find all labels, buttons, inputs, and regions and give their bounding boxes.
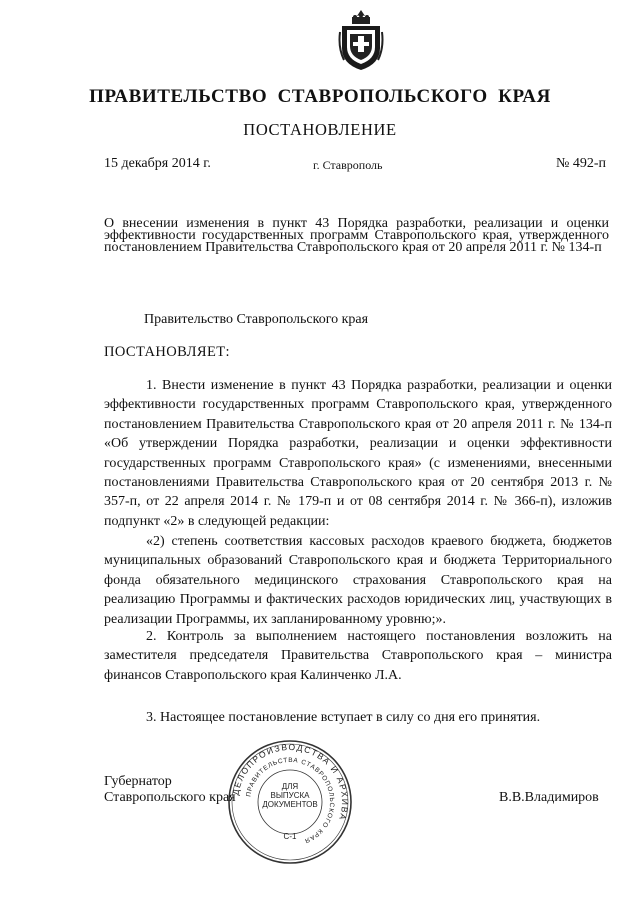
paragraph-item-2: 2. Контроль за выполнением настоящего постановления возложить на заместителя председателя Правительства Ставропольского края – министра финансов Ставропольского края Калинченко Л.А. <box>104 629 612 683</box>
decree-word: ПОСТАНОВЛЯЕТ: <box>104 344 230 360</box>
stamp-code: С-1 <box>283 832 297 841</box>
government-name: Правительство Ставропольского края <box>144 312 369 327</box>
stamp-ring-text: ДЕЛОПРОИЗВОДСТВА И АРХИВА <box>230 741 351 823</box>
stamp-center-line-2: ВЫПУСКА <box>270 791 310 800</box>
document-type: ПОСТАНОВЛЕНИЕ <box>243 120 397 139</box>
document-number: № 492-п <box>555 156 606 171</box>
paragraph-item-1-quote: «2) степень соответствия кассовых расходов краевого бюджета, бюджетов муниципальных образований Ставропольского края и бюджета Территориального фонда обязательного медицинского страхования Ставропольского края на реализацию Программы и фактических расходов юридических лиц, участвующих в реализации Программы, их запланированному уровню;». <box>104 534 612 627</box>
government-title: ПРАВИТЕЛЬСТВО СТАВРОПОЛЬСКОГО КРАЯ <box>89 86 551 107</box>
signer-title-line-2: Ставропольского края <box>104 790 236 805</box>
stamp-center-line-3: ДОКУМЕНТОВ <box>262 800 318 809</box>
document-city: г. Ставрополь <box>313 158 383 172</box>
signer-name: В.В.Владимиров <box>499 790 599 805</box>
paragraph-item-1: 1. Внести изменение в пункт 43 Порядка разработки, реализации и оценки эффективности государственных программ Ставропольского края, утвержденного постановлением Правительства Ставропольского края от 20 апреля 2011 г. № 134-п «Об утверждении Порядка разработки, реализации и оценки эффективности государственных программ Ставропольского края» (с изменениями, внесенными постановлениями Правительства Ставропольского края от 20 сентября 2013 г. № 357-п, от 22 апреля 2014 г. № 179-п и от 08 сентября 2014 г. № 366-п), изложив подпункт «2» в следующей редакции: <box>104 378 612 529</box>
signer-title-line-1: Губернатор <box>104 774 172 789</box>
document-date: 15 декабря 2014 г. <box>104 156 211 171</box>
stamp-ring-text-inner: ПРАВИТЕЛЬСТВА СТАВРОПОЛЬСКОГО КРАЯ <box>245 756 336 845</box>
signer-title <box>104 774 236 806</box>
stamp-center-line-1: ДЛЯ <box>281 782 299 791</box>
paragraph-item-3: 3. Настоящее постановление вступает в силу со дня его принятия. <box>146 710 541 725</box>
coat-of-arms-icon <box>338 8 384 72</box>
document-subject: О внесении изменения в пункт 43 Порядка разработки, реализации и оценки эффективности государственных программ Ставропольского края, утвержденного постановлением Правительства Ставропольского края от 20 апреля 2011 г. № 134-п <box>104 216 609 255</box>
stamp-center-text <box>260 782 320 809</box>
